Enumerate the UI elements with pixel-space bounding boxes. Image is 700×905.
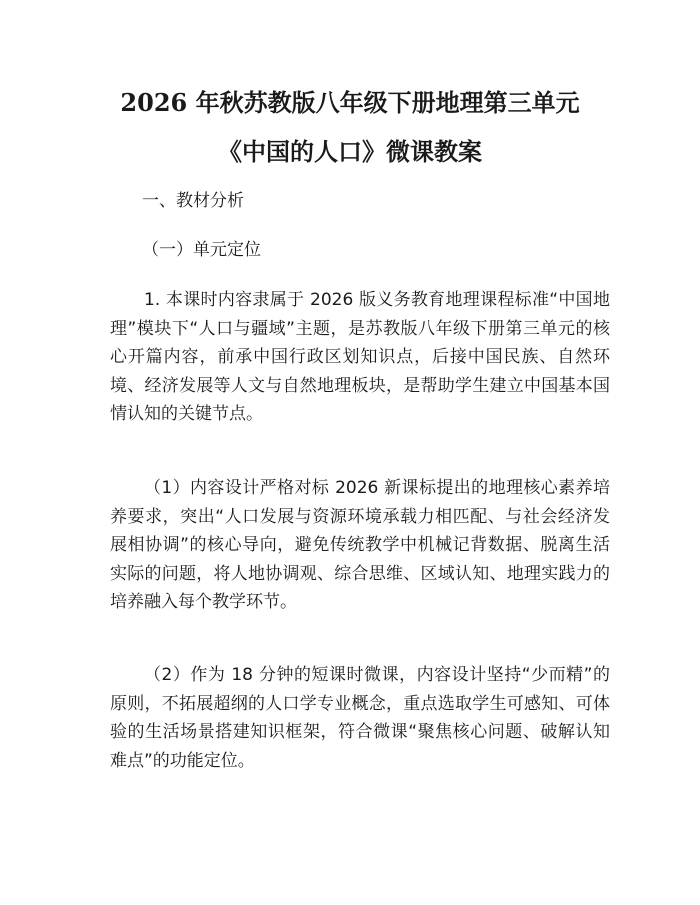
paragraph-3: （2）作为 18 分钟的短课时微课，内容设计坚持“少而精”的原则，不拓展超纲的人口学专业概念，重点选取学生可感知、可体验的生活场景搭建知识框架，符合微课“聚焦核心问题、破解认知难点”的功能定位。 [110, 665, 610, 771]
paragraph-1: 1. 本课时内容隶属于 2026 版义务教育地理课程标准“中国地理”模块下“人口与疆域”主题，是苏教版八年级下册第三单元的核心开篇内容，前承中国行政区划知识点，后接中国民族、自然环境、经济发展等人文与自然地理板块，是帮助学生建立中国基本国情认知的关键节点。 [110, 290, 610, 425]
document-title-line-2: 《中国的人口》微课教案 [218, 137, 482, 166]
subsection-heading: （一）单元定位 [142, 240, 261, 260]
section-heading: 一、教材分析 [142, 191, 244, 211]
document-title-line-1: 2026 年秋苏教版八年级下册地理第三单元 [120, 88, 580, 117]
paragraph-2: （1）内容设计严格对标 2026 新课标提出的地理核心素养培养要求，突出“人口发展与资源环境承载力相匹配、与社会经济发展相协调”的核心导向，避免传统教学中机械记背数据、脱离生活实际的问题，将人地协调观、综合思维、区域认知、地理实践力的培养融入每个教学环节。 [110, 478, 610, 613]
